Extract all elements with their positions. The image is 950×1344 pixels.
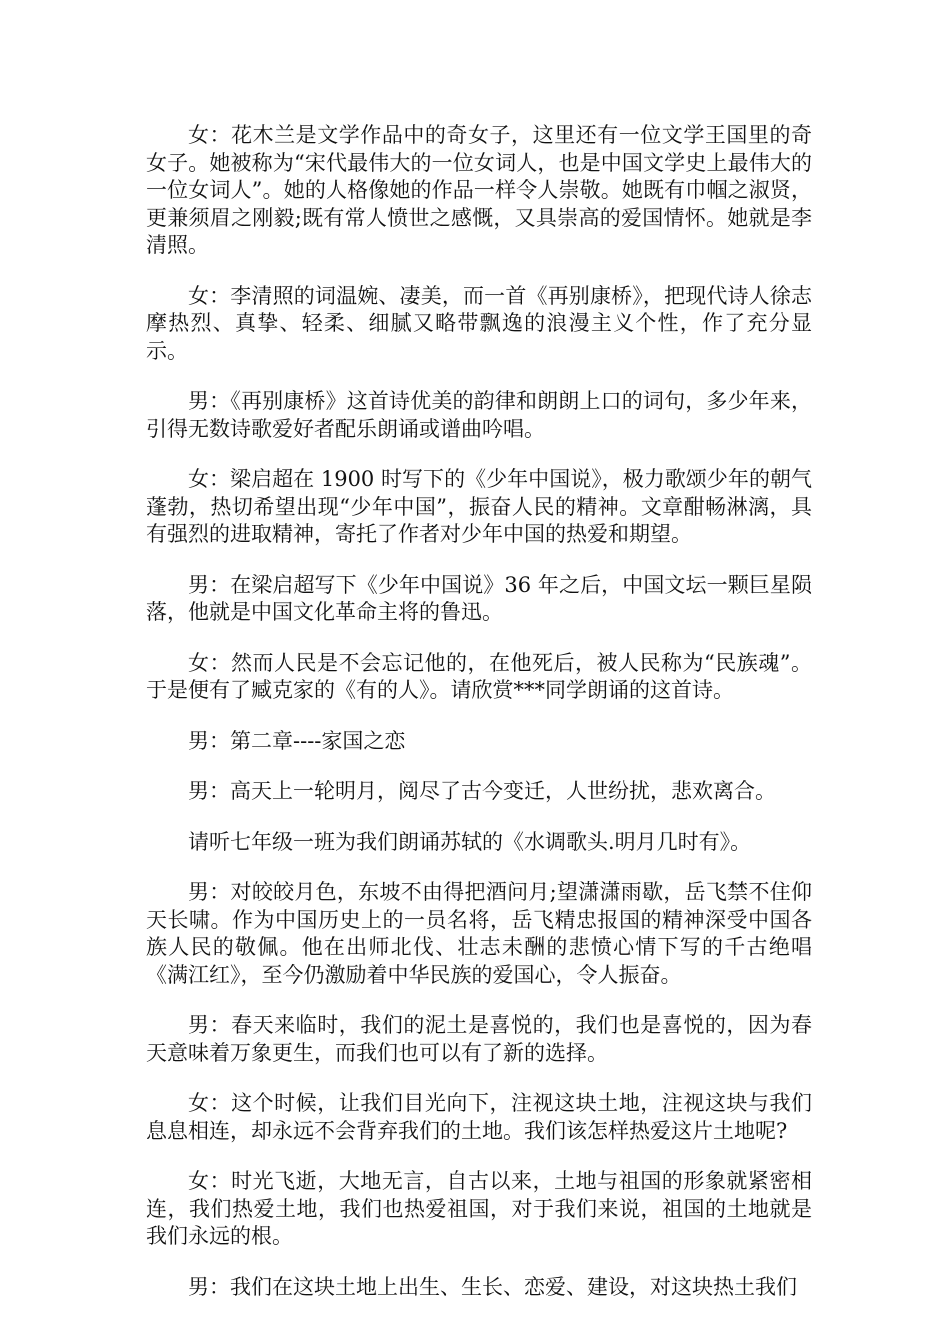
paragraph-minzu-hun: 女：然而人民是不会忘记他的，在他死后，被人民称为“民族魂”。于是便有了臧克家的《有的人》。请欣赏***同学朗诵的这首诗。 (146, 650, 812, 702)
paragraph-shuidiao-getou: 请听七年级一班为我们朗诵苏轼的《水调歌头.明月几时有》。 (188, 829, 752, 854)
paragraph-zai-bie-kangqiao: 女：李清照的词温婉、凄美，而一首《再别康桥》，把现代诗人徐志摩热烈、真挚、轻柔、细腻又略带飘逸的浪漫主义个性，作了充分显示。 (146, 283, 812, 363)
paragraph-poem-rhythm: 男：《再别康桥》这首诗优美的韵律和朗朗上口的词句，多少年来，引得无数诗歌爱好者配乐朗诵或谱曲吟唱。 (146, 389, 812, 441)
chapter-heading: 男：第二章----家国之恋 (188, 728, 406, 753)
paragraph-man-jiang-hong: 男：对皎皎月色，东坡不由得把酒问月;望潇潇雨歇，岳飞禁不住仰天长啸。作为中国历史上的一员名将，岳飞精忠报国的精神深受中国各族人民的敬佩。他在出师北伐、壮志未酬的悲愤心情下写的千古绝唱《满江红》，至今仍激励着中华民族的爱国心，令人振奋。 (146, 880, 812, 987)
paragraph-land-gaze: 女：这个时候，让我们目光向下，注视这块土地，注视这块与我们息息相连，却永远不会背弃我们的土地。我们该怎样热爱这片土地呢? (146, 1091, 812, 1143)
document-body (146, 122, 812, 1324)
paragraph-li-qingzhao-intro: 女：花木兰是文学作品中的奇女子，这里还有一位文学王国里的奇女子。她被称为“宋代最伟大的一位女词人，也是中国文学史上最伟大的一位女词人”。她的人格像她的作品一样令人崇敬。她既有巾帼之淑贤，更兼须眉之刚毅;既有常人愤世之感慨，又具崇高的爱国情怀。她就是李清照。 (146, 123, 812, 257)
paragraph-born-here: 男：我们在这块土地上出生、生长、恋爱、建设，对这块热土我们 (188, 1274, 797, 1299)
paragraph-shaonian-zhongguo: 女：梁启超在 1900 时写下的《少年中国说》，极力歌颂少年的朝气蓬勃，热切希望出现“少年中国”，振奋人民的精神。文章酣畅淋漓，具有强烈的进取精神，寄托了作者对少年中国的热爱和期望。 (146, 467, 812, 546)
paragraph-lu-xun: 男：在梁启超写下《少年中国说》36 年之后，中国文坛一颗巨星陨落，他就是中国文化革命主将的鲁迅。 (146, 572, 812, 624)
paragraph-moon: 男：高天上一轮明月，阅尽了古今变迁，人世纷扰，悲欢离合。 (188, 779, 776, 803)
paragraph-land-motherland: 女：时光飞逝，大地无言，自古以来，土地与祖国的形象就紧密相连，我们热爱土地，我们也热爱祖国，对于我们来说，祖国的土地就是我们永远的根。 (146, 1169, 812, 1248)
paragraph-spring: 男：春天来临时，我们的泥土是喜悦的，我们也是喜悦的，因为春天意味着万象更生，而我们也可以有了新的选择。 (146, 1013, 812, 1065)
